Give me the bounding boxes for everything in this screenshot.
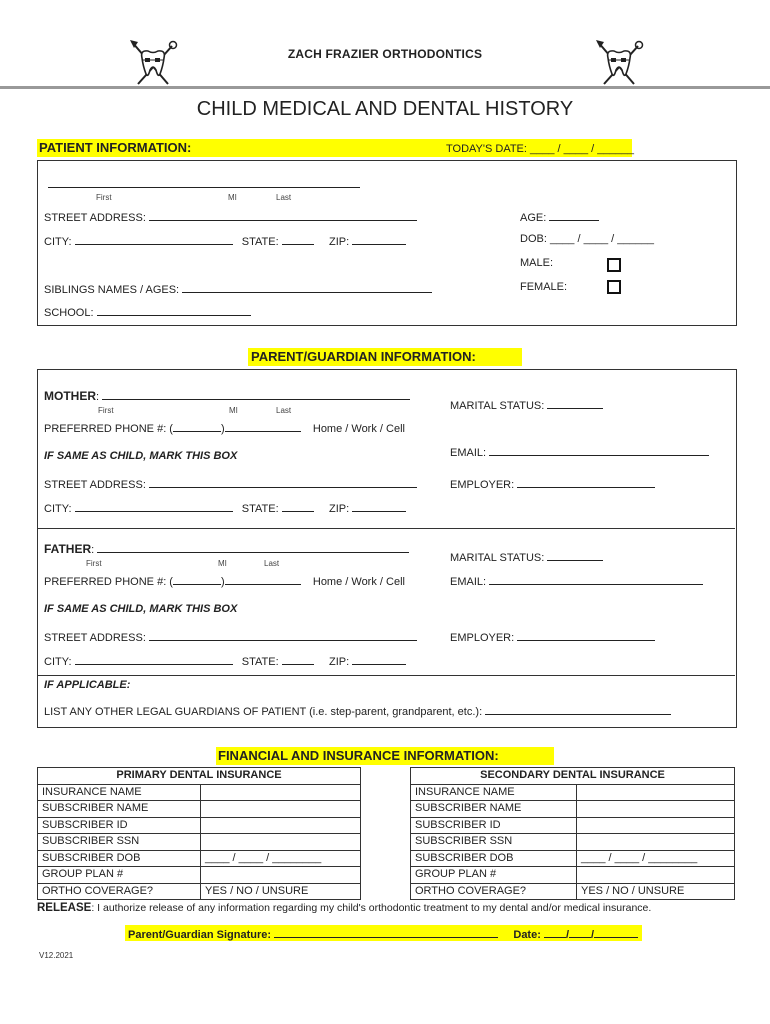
mother-marital-row [450, 397, 603, 412]
state-label: STATE: [241, 656, 279, 668]
mother-employer-field[interactable] [517, 476, 655, 488]
phone-label: PREFERRED PHONE #: ( [44, 423, 173, 435]
signature-date-day[interactable] [569, 926, 591, 938]
father-row: FATHER: [44, 541, 409, 556]
version-label: V12.2021 [39, 951, 74, 960]
release-text: : I authorize release of any information regarding my child's orthodontic treatment to my dental and/or medical insurance. [91, 902, 652, 914]
siblings-field[interactable] [182, 281, 432, 293]
secondary-subscriber-name-cell[interactable] [577, 801, 735, 818]
father-name-field[interactable] [97, 541, 409, 553]
state-label: STATE: [241, 236, 279, 248]
male-checkbox[interactable] [607, 258, 621, 272]
secondary-group-plan-cell[interactable] [577, 867, 735, 884]
mother-same-as-child[interactable]: IF SAME AS CHILD, MARK THIS BOX [44, 450, 238, 462]
mother-city-field[interactable] [75, 500, 233, 512]
father-same-as-child[interactable]: IF SAME AS CHILD, MARK THIS BOX [44, 603, 238, 615]
row-label: GROUP PLAN # [38, 867, 201, 884]
zip-label: ZIP: [328, 503, 350, 515]
mi-label: MI [228, 193, 237, 202]
primary-group-plan-cell[interactable] [201, 867, 361, 884]
primary-subscriber-name-cell[interactable] [201, 801, 361, 818]
signature-label: Parent/Guardian Signature: [128, 929, 272, 941]
patient-section-title: PATIENT INFORMATION: [39, 140, 192, 155]
street-label: STREET ADDRESS: [44, 632, 146, 644]
row-label: INSURANCE NAME [411, 784, 577, 801]
row-label: ORTHO COVERAGE? [411, 883, 577, 900]
marital-label: MARITAL STATUS: [450, 400, 545, 412]
release-label: RELEASE [37, 902, 92, 914]
father-marital-row [450, 549, 603, 564]
father-employer-field[interactable] [517, 629, 655, 641]
financial-section-title: FINANCIAL AND INSURANCE INFORMATION: [218, 748, 499, 763]
street-address-field[interactable] [149, 209, 417, 221]
other-guardians-field[interactable] [485, 703, 671, 715]
father-employer-row [450, 629, 655, 644]
mother-phone-field[interactable] [225, 420, 301, 432]
father-marital-field[interactable] [547, 549, 603, 561]
mother-email-row [450, 444, 709, 459]
mother-email-field[interactable] [489, 444, 709, 456]
employer-label: EMPLOYER: [450, 632, 515, 644]
mother-row: MOTHER: [44, 388, 410, 403]
female-label: FEMALE: [520, 281, 568, 293]
male-label: MALE: [520, 257, 554, 269]
signature-row: Parent/Guardian Signature: Date: / / [128, 926, 638, 941]
last-label: Last [276, 193, 292, 202]
mother-label: MOTHER [44, 389, 96, 403]
row-label: INSURANCE NAME [38, 784, 201, 801]
siblings-label: SIBLINGS NAMES / AGES: [44, 284, 180, 296]
father-label: FATHER [44, 542, 92, 556]
mother-street-row [44, 476, 417, 491]
mother-street-field[interactable] [149, 476, 417, 488]
age-label [520, 209, 599, 224]
header-rule [0, 86, 770, 89]
guardian-section-title: PARENT/GUARDIAN INFORMATION: [251, 349, 476, 364]
secondary-insurance-header: SECONDARY DENTAL INSURANCE [411, 768, 735, 785]
signature-field[interactable] [274, 926, 498, 938]
school-field[interactable] [97, 304, 251, 316]
zip-label: ZIP: [328, 656, 350, 668]
zip-field[interactable] [352, 233, 406, 245]
release-statement [37, 902, 651, 914]
row-label: SUBSCRIBER ID [38, 817, 201, 834]
father-first-label: First [86, 559, 102, 568]
row-label: SUBSCRIBER SSN [411, 834, 577, 851]
primary-insurance-name-cell[interactable] [201, 784, 361, 801]
signature-date-month[interactable] [544, 926, 566, 938]
father-phone-area-field[interactable] [173, 573, 221, 585]
city-label: CITY: [44, 236, 72, 248]
primary-subscriber-ssn-cell[interactable] [201, 834, 361, 851]
row-label: ORTHO COVERAGE? [38, 883, 201, 900]
mother-father-divider [38, 528, 735, 529]
other-guardians-row [44, 703, 671, 718]
father-mi-label: MI [218, 559, 227, 568]
city-row [44, 233, 406, 248]
city-field[interactable] [75, 233, 233, 245]
street-address-label [44, 209, 417, 224]
street-address-text: STREET ADDRESS: [44, 212, 146, 224]
siblings-row [44, 281, 432, 296]
father-city-row [44, 653, 406, 668]
secondary-subscriber-dob-cell[interactable]: ____ / ____ / ________ [577, 850, 735, 867]
age-field[interactable] [549, 209, 599, 221]
marital-label: MARITAL STATUS: [450, 552, 545, 564]
row-label: SUBSCRIBER DOB [38, 850, 201, 867]
row-label: SUBSCRIBER ID [411, 817, 577, 834]
signature-date-year[interactable] [594, 926, 638, 938]
father-city-field[interactable] [75, 653, 233, 665]
mother-mi-label: MI [229, 406, 238, 415]
todays-date-field[interactable]: TODAY'S DATE: ____ / ____ / ______ [446, 143, 634, 155]
father-applicable-divider [38, 675, 735, 676]
mother-phone-row: PREFERRED PHONE #: ( ) Home / Work / Cell [44, 420, 405, 435]
row-label: SUBSCRIBER NAME [411, 801, 577, 818]
mother-phone-area-field[interactable] [173, 420, 221, 432]
phone-type-label: Home / Work / Cell [312, 423, 405, 435]
employer-label: EMPLOYER: [450, 479, 515, 491]
dob-field[interactable]: DOB: ____ / ____ / ______ [520, 233, 654, 245]
patient-name-line[interactable] [48, 187, 360, 188]
phone-type-label: Home / Work / Cell [312, 576, 405, 588]
secondary-subscriber-ssn-cell[interactable] [577, 834, 735, 851]
row-label: SUBSCRIBER SSN [38, 834, 201, 851]
secondary-insurance-name-cell[interactable] [577, 784, 735, 801]
date-label: Date: [513, 929, 541, 941]
primary-subscriber-id-cell[interactable] [201, 817, 361, 834]
secondary-subscriber-id-cell[interactable] [577, 817, 735, 834]
father-street-row [44, 629, 417, 644]
row-label: SUBSCRIBER NAME [38, 801, 201, 818]
practice-name: ZACH FRAZIER ORTHODONTICS [287, 47, 483, 61]
primary-insurance-header: PRIMARY DENTAL INSURANCE [38, 768, 361, 785]
mother-city-row [44, 500, 406, 515]
mother-marital-field[interactable] [547, 397, 603, 409]
email-label: EMAIL: [450, 447, 487, 459]
primary-insurance-table [37, 767, 361, 900]
mother-first-label: First [98, 406, 114, 415]
row-label: GROUP PLAN # [411, 867, 577, 884]
secondary-insurance-table [410, 767, 735, 900]
father-email-row [450, 573, 703, 588]
primary-ortho-coverage-cell[interactable]: YES / NO / UNSURE [201, 883, 361, 900]
phone-label: PREFERRED PHONE #: ( [44, 576, 173, 588]
street-label: STREET ADDRESS: [44, 479, 146, 491]
if-applicable-label: IF APPLICABLE: [44, 679, 131, 691]
father-last-label: Last [264, 559, 280, 568]
secondary-ortho-coverage-cell[interactable]: YES / NO / UNSURE [577, 883, 735, 900]
mother-last-label: Last [276, 406, 292, 415]
age-text: AGE: [520, 212, 547, 224]
row-label: SUBSCRIBER DOB [411, 850, 577, 867]
mother-zip-field[interactable] [352, 500, 406, 512]
other-guardians-label: LIST ANY OTHER LEGAL GUARDIANS OF PATIENT (i.e. step-parent, grandparent, etc.): [44, 706, 483, 718]
female-checkbox[interactable] [607, 280, 621, 294]
zip-label: ZIP: [328, 236, 350, 248]
father-phone-row: PREFERRED PHONE #: ( ) Home / Work / Cell [44, 573, 405, 588]
primary-subscriber-dob-cell[interactable]: ____ / ____ / ________ [201, 850, 361, 867]
father-street-field[interactable] [149, 629, 417, 641]
father-phone-field[interactable] [225, 573, 301, 585]
father-zip-field[interactable] [352, 653, 406, 665]
father-state-field[interactable] [282, 653, 314, 665]
father-email-field[interactable] [489, 573, 703, 585]
mother-state-field[interactable] [282, 500, 314, 512]
city-label: CITY: [44, 503, 72, 515]
state-field[interactable] [282, 233, 314, 245]
first-label: First [96, 193, 112, 202]
page-title: CHILD MEDICAL AND DENTAL HISTORY [196, 98, 574, 120]
mother-employer-row [450, 476, 655, 491]
school-label: SCHOOL: [44, 307, 94, 319]
mother-name-field[interactable] [102, 388, 410, 400]
school-row [44, 304, 251, 319]
city-label: CITY: [44, 656, 72, 668]
state-label: STATE: [241, 503, 279, 515]
email-label: EMAIL: [450, 576, 487, 588]
